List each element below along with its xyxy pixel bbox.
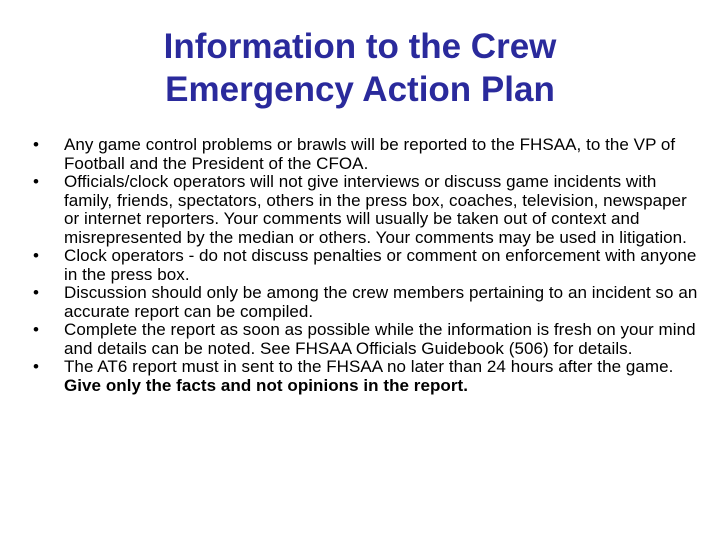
bullet-icon: •	[32, 246, 39, 265]
title-line-1: Information to the Crew	[163, 27, 557, 66]
bullet-icon: •	[32, 320, 39, 339]
bullet-icon: •	[32, 172, 39, 191]
bullet-item	[30, 173, 698, 247]
bullet-text: Discussion should only be among the crew members pertaining to an incident so an accurate report can be compiled.	[64, 283, 698, 321]
bullet-item	[30, 321, 698, 358]
bullet-emphasis-text: Give only the facts and not opinions in the report.	[64, 375, 468, 395]
bullet-item	[30, 284, 698, 321]
bullet-text: Any game control problems or brawls will be reported to the FHSAA, to the VP of Football and the President of the CFOA.	[64, 135, 676, 173]
bullet-icon: •	[32, 357, 39, 376]
bullet-icon: •	[32, 135, 39, 154]
title-line-2: Emergency Action Plan	[165, 70, 555, 109]
bullet-text: Officials/clock operators will not give interviews or discuss game incidents with family, friends, spectators, others in the press box, coaches, television, newspaper or internet reporters. Your comments will usually be taken out of context and misrepresented by the median or others. Your comments may be used in litigation.	[64, 172, 687, 247]
bullet-list	[30, 136, 698, 395]
bullet-text: The AT6 report must in sent to the FHSAA no later than 24 hours after the game.	[64, 357, 674, 376]
slide-title	[0, 25, 720, 111]
bullet-text: Clock operators - do not discuss penalties or comment on enforcement with anyone in the press box.	[64, 246, 697, 284]
bullet-item	[30, 247, 698, 284]
bullet-icon: •	[32, 283, 39, 302]
bullet-item	[30, 136, 698, 173]
bullet-text: Complete the report as soon as possible while the information is fresh on your mind and details can be noted. See FHSAA Officials Guidebook (506) for details.	[64, 320, 696, 358]
bullet-item	[30, 358, 698, 395]
